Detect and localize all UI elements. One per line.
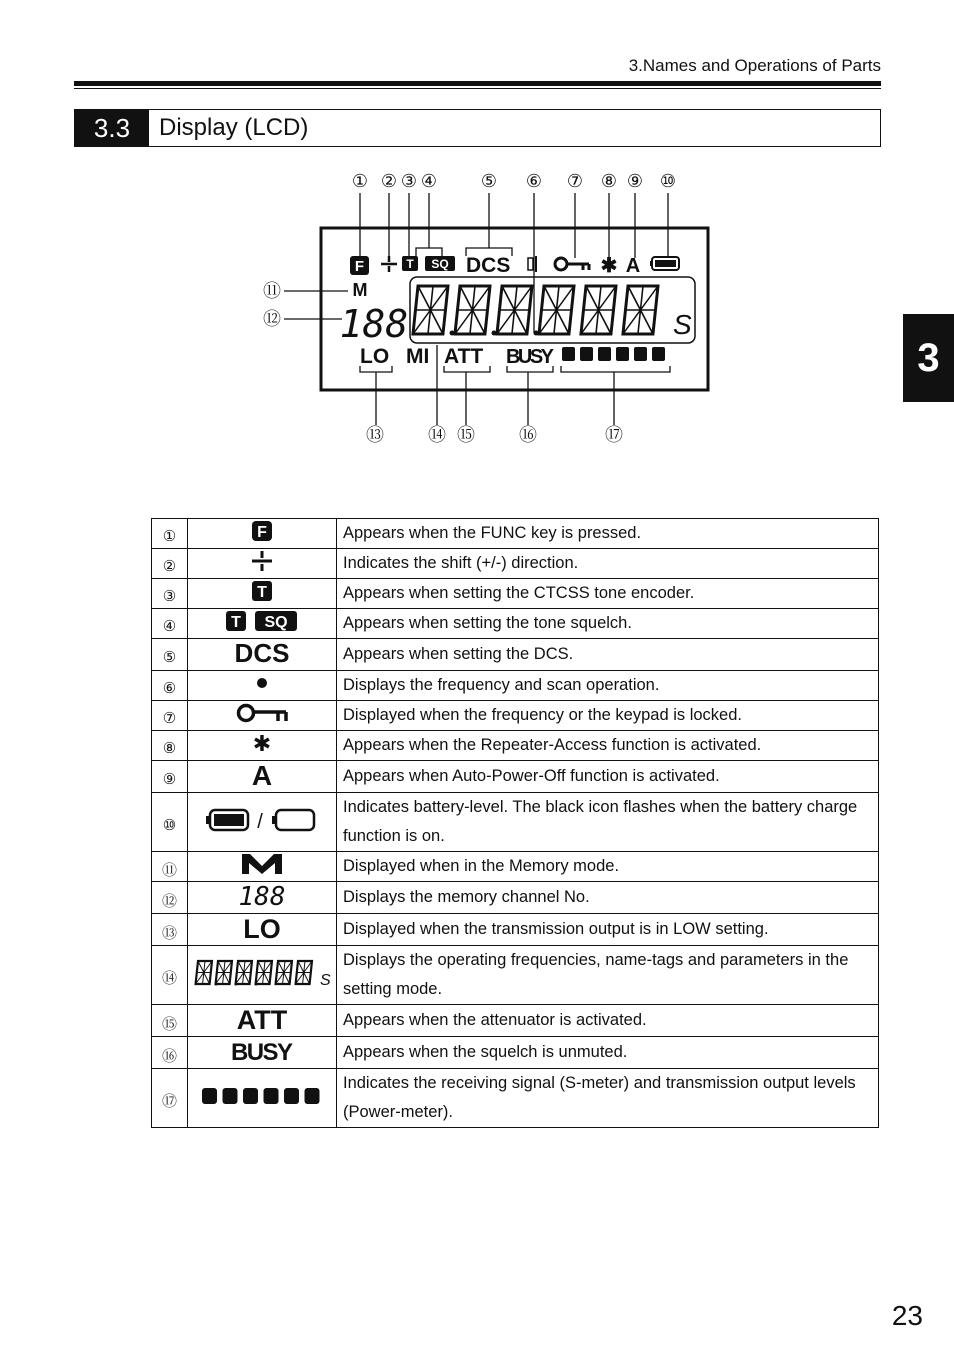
table-row [152, 761, 879, 793]
row-icon-cell [188, 914, 337, 946]
svg-text:F: F [354, 258, 365, 275]
row-number: ⑨ [152, 761, 188, 793]
row-number: ⑭ [152, 946, 188, 1005]
svg-text:ATT: ATT [236, 1005, 288, 1035]
busy-icon [229, 1037, 295, 1068]
row-icon-cell [188, 731, 337, 761]
tsq-icon [225, 610, 299, 637]
svg-text:S: S [673, 309, 692, 340]
svg-text:188: 188 [339, 302, 409, 346]
battery-icon [204, 807, 320, 838]
att-icon [231, 1005, 293, 1036]
callout-10: ⑩ [659, 171, 677, 191]
table-row [152, 731, 879, 761]
frequency-digits-icon [194, 958, 330, 993]
lcd-diagram [0, 0, 954, 460]
row-icon-cell [188, 639, 337, 671]
t-icon [251, 580, 273, 607]
callout-1: ① [351, 171, 369, 191]
svg-text:A: A [251, 760, 273, 791]
row-description: Displays the memory channel No. [337, 882, 879, 914]
row-number: ⑤ [152, 639, 188, 671]
table-row [152, 579, 879, 609]
row-number: ⑩ [152, 793, 188, 852]
row-description: Appears when the squelch is unmuted. [337, 1037, 879, 1069]
svg-text:✱: ✱ [600, 255, 618, 277]
callout-15: ⑮ [457, 425, 475, 445]
table-row [152, 852, 879, 882]
svg-text:T: T [231, 614, 241, 631]
row-icon-cell [188, 852, 337, 882]
row-icon-cell [188, 882, 337, 914]
row-number: ⑬ [152, 914, 188, 946]
row-number: ⑥ [152, 671, 188, 701]
svg-text:T: T [406, 257, 414, 271]
row-description: Indicates battery-level. The black icon flashes when the battery charge function is on. [337, 793, 879, 852]
callout-3: ③ [400, 171, 418, 191]
lo-icon [242, 914, 282, 945]
row-number: ⑮ [152, 1005, 188, 1037]
row-icon-cell [188, 1069, 337, 1128]
row-number: ⑪ [152, 852, 188, 882]
section-number: 3.3 [75, 110, 149, 146]
svg-text:ATT: ATT [444, 345, 484, 368]
row-description: Displays the operating frequencies, name-tags and parameters in the setting mode. [337, 946, 879, 1005]
callout-7: ⑦ [566, 171, 584, 191]
svg-text:LO: LO [360, 345, 390, 368]
row-description: Displayed when the transmission output is in LOW setting. [337, 914, 879, 946]
row-icon-cell [188, 579, 337, 609]
svg-text:T: T [257, 584, 267, 601]
table-row [152, 701, 879, 731]
key-icon [236, 702, 288, 729]
row-icon-cell [188, 1005, 337, 1037]
svg-text:/: / [257, 810, 263, 833]
callout-13: ⑬ [366, 425, 384, 445]
callout-14: ⑭ [428, 425, 446, 445]
row-icon-cell [188, 609, 337, 639]
row-description: Appears when setting the CTCSS tone encoder. [337, 579, 879, 609]
row-description: Appears when Auto-Power-Off function is activated. [337, 761, 879, 793]
svg-text:BUSY: BUSY [231, 1039, 293, 1066]
table-row [152, 639, 879, 671]
row-icon-cell [188, 946, 337, 1005]
dcs-icon [230, 639, 294, 670]
svg-text:F: F [257, 524, 267, 541]
row-description: Appears when setting the DCS. [337, 639, 879, 671]
row-description: Appears when the Repeater-Access function is activated. [337, 731, 879, 761]
row-number: ⑫ [152, 882, 188, 914]
row-icon-cell [188, 519, 337, 549]
row-number: ③ [152, 579, 188, 609]
callout-16: ⑯ [519, 425, 537, 445]
table-row [152, 946, 879, 1005]
row-description: Appears when the attenuator is activated. [337, 1005, 879, 1037]
callout-4: ④ [420, 171, 438, 191]
m-icon [240, 852, 284, 881]
table-row [152, 1069, 879, 1128]
row-number: ④ [152, 609, 188, 639]
svg-text:S: S [320, 971, 331, 989]
f-icon [251, 520, 273, 547]
row-number: ⑯ [152, 1037, 188, 1069]
svg-text:DCS: DCS [234, 638, 290, 668]
table-row [152, 609, 879, 639]
svg-text:LO: LO [243, 914, 281, 944]
table-row [152, 549, 879, 579]
a-icon [249, 761, 275, 792]
callout-11: ⑪ [263, 281, 281, 301]
row-icon-cell [188, 549, 337, 579]
callout-5: ⑤ [480, 171, 498, 191]
svg-text:SQ: SQ [264, 614, 288, 631]
row-number: ① [152, 519, 188, 549]
row-description: Appears when setting the tone squelch. [337, 609, 879, 639]
callout-17: ⑰ [605, 425, 623, 445]
svg-text:A: A [625, 255, 641, 277]
svg-text:BUSY: BUSY [506, 346, 554, 368]
callout-9: ⑨ [626, 171, 644, 191]
table-row [152, 519, 879, 549]
svg-text:SQ: SQ [431, 257, 449, 271]
table-row [152, 1005, 879, 1037]
row-icon-cell [188, 701, 337, 731]
page-number: 23 [891, 1300, 923, 1331]
svg-text:M: M [352, 280, 368, 300]
svg-text:188: 188 [238, 882, 286, 912]
chapter-header: 3.Names and Operations of Parts [628, 56, 881, 75]
lcd-legend-table [151, 518, 879, 1128]
meter-icon [200, 1086, 324, 1111]
callout-6: ⑥ [525, 171, 543, 191]
table-row [152, 671, 879, 701]
dot-icon [256, 676, 268, 694]
callout-8: ⑧ [600, 171, 618, 191]
row-description: Indicates the receiving signal (S-meter) and transmission output levels (Power-meter). [337, 1069, 879, 1128]
shift-icon [250, 549, 274, 578]
chapter-tab: 3 [903, 314, 954, 402]
row-description: Displayed when the frequency or the keypad is locked. [337, 701, 879, 731]
svg-text:DCS: DCS [466, 254, 511, 277]
channel-icon [238, 882, 286, 913]
row-description: Indicates the shift (+/-) direction. [337, 549, 879, 579]
row-number: ⑧ [152, 731, 188, 761]
callout-2: ② [380, 171, 398, 191]
table-row [152, 1037, 879, 1069]
row-description: Appears when the FUNC key is pressed. [337, 519, 879, 549]
asterisk-icon [251, 732, 273, 759]
row-icon-cell [188, 1037, 337, 1069]
svg-text:✱: ✱ [252, 732, 272, 757]
table-row [152, 882, 879, 914]
section-title: Display (LCD) [159, 114, 309, 141]
row-icon-cell [188, 793, 337, 852]
row-icon-cell [188, 671, 337, 701]
svg-text:MI: MI [406, 345, 430, 368]
row-description: Displays the frequency and scan operation. [337, 671, 879, 701]
row-icon-cell [188, 761, 337, 793]
row-number: ⑰ [152, 1069, 188, 1128]
callout-12: ⑫ [263, 309, 281, 329]
row-number: ② [152, 549, 188, 579]
row-number: ⑦ [152, 701, 188, 731]
row-description: Displayed when in the Memory mode. [337, 852, 879, 882]
table-row [152, 793, 879, 852]
table-row [152, 914, 879, 946]
